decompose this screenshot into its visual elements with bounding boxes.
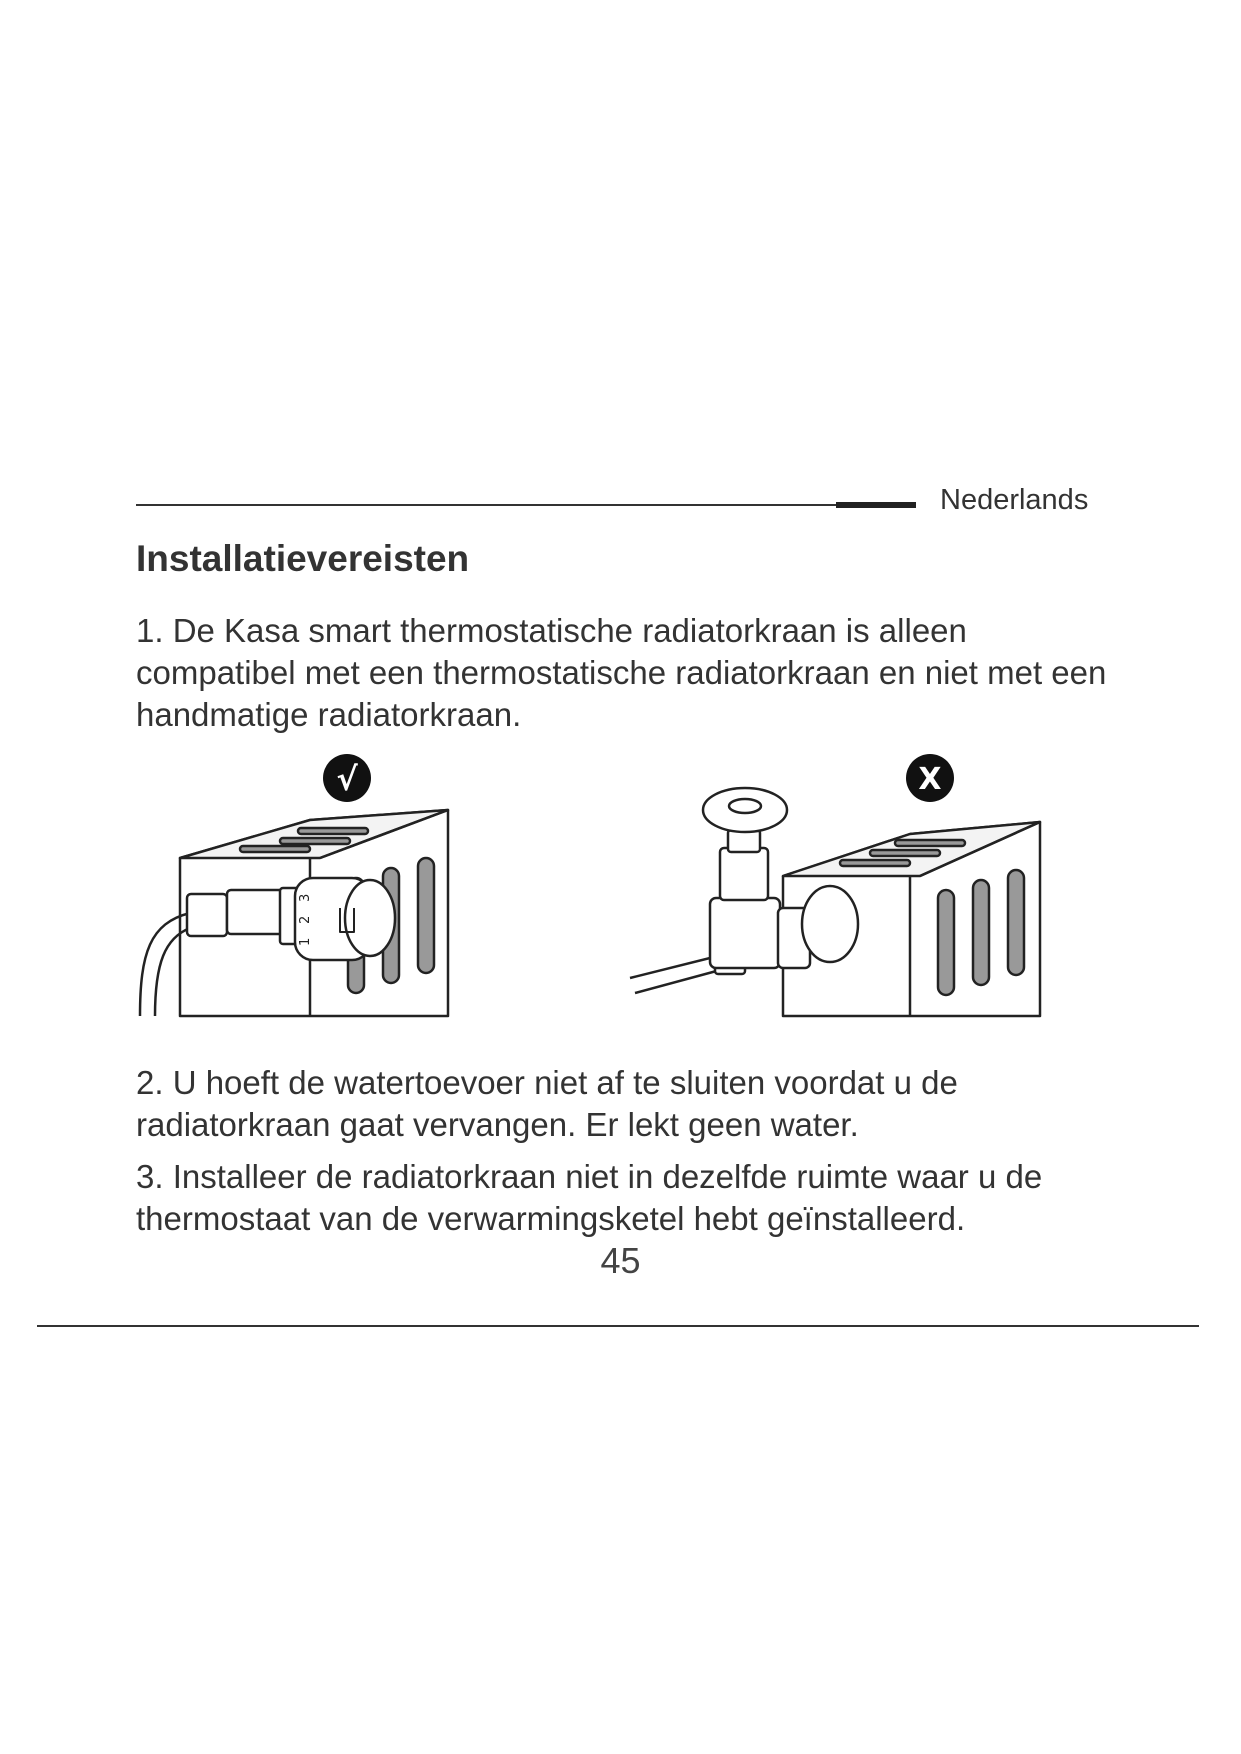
requirement-2: 2. U hoeft de watertoevoer niet af te sluiten voordat u de radiatorkraan gaat vervangen. Er lekt geen water. <box>136 1064 958 1143</box>
requirement-3: 3. Installeer de radiatorkraan niet in dezelfde ruimte waar u de thermostaat van de verwarmingsketel hebt geïnstalleerd. <box>136 1158 1043 1237</box>
cross-icon-label: X <box>918 762 942 797</box>
header-rule <box>136 504 916 506</box>
section-title: Installatievereisten <box>136 538 470 579</box>
valve-comparison-figure <box>130 748 1130 1038</box>
dial-number-3: 3 <box>298 893 313 902</box>
requirement-1: 1. De Kasa smart thermostatische radiatorkraan is alleen compatibel met een thermostatische radiatorkraan en niet met een handmatige radiatorkraan. <box>136 612 1107 733</box>
radiator-thermostatic-illustration <box>140 810 448 1016</box>
page-number: 45 <box>600 1240 641 1281</box>
check-icon <box>323 754 371 802</box>
check-icon-label: √ <box>336 760 358 798</box>
footer-rule <box>37 1325 1199 1327</box>
dial-number-2: 2 <box>298 915 313 924</box>
dial-number-1: 1 <box>298 937 313 946</box>
radiator-manual-illustration <box>630 788 1040 1016</box>
cross-icon <box>906 754 954 802</box>
header-rule-accent <box>836 502 916 508</box>
language-label: Nederlands <box>940 484 1089 516</box>
